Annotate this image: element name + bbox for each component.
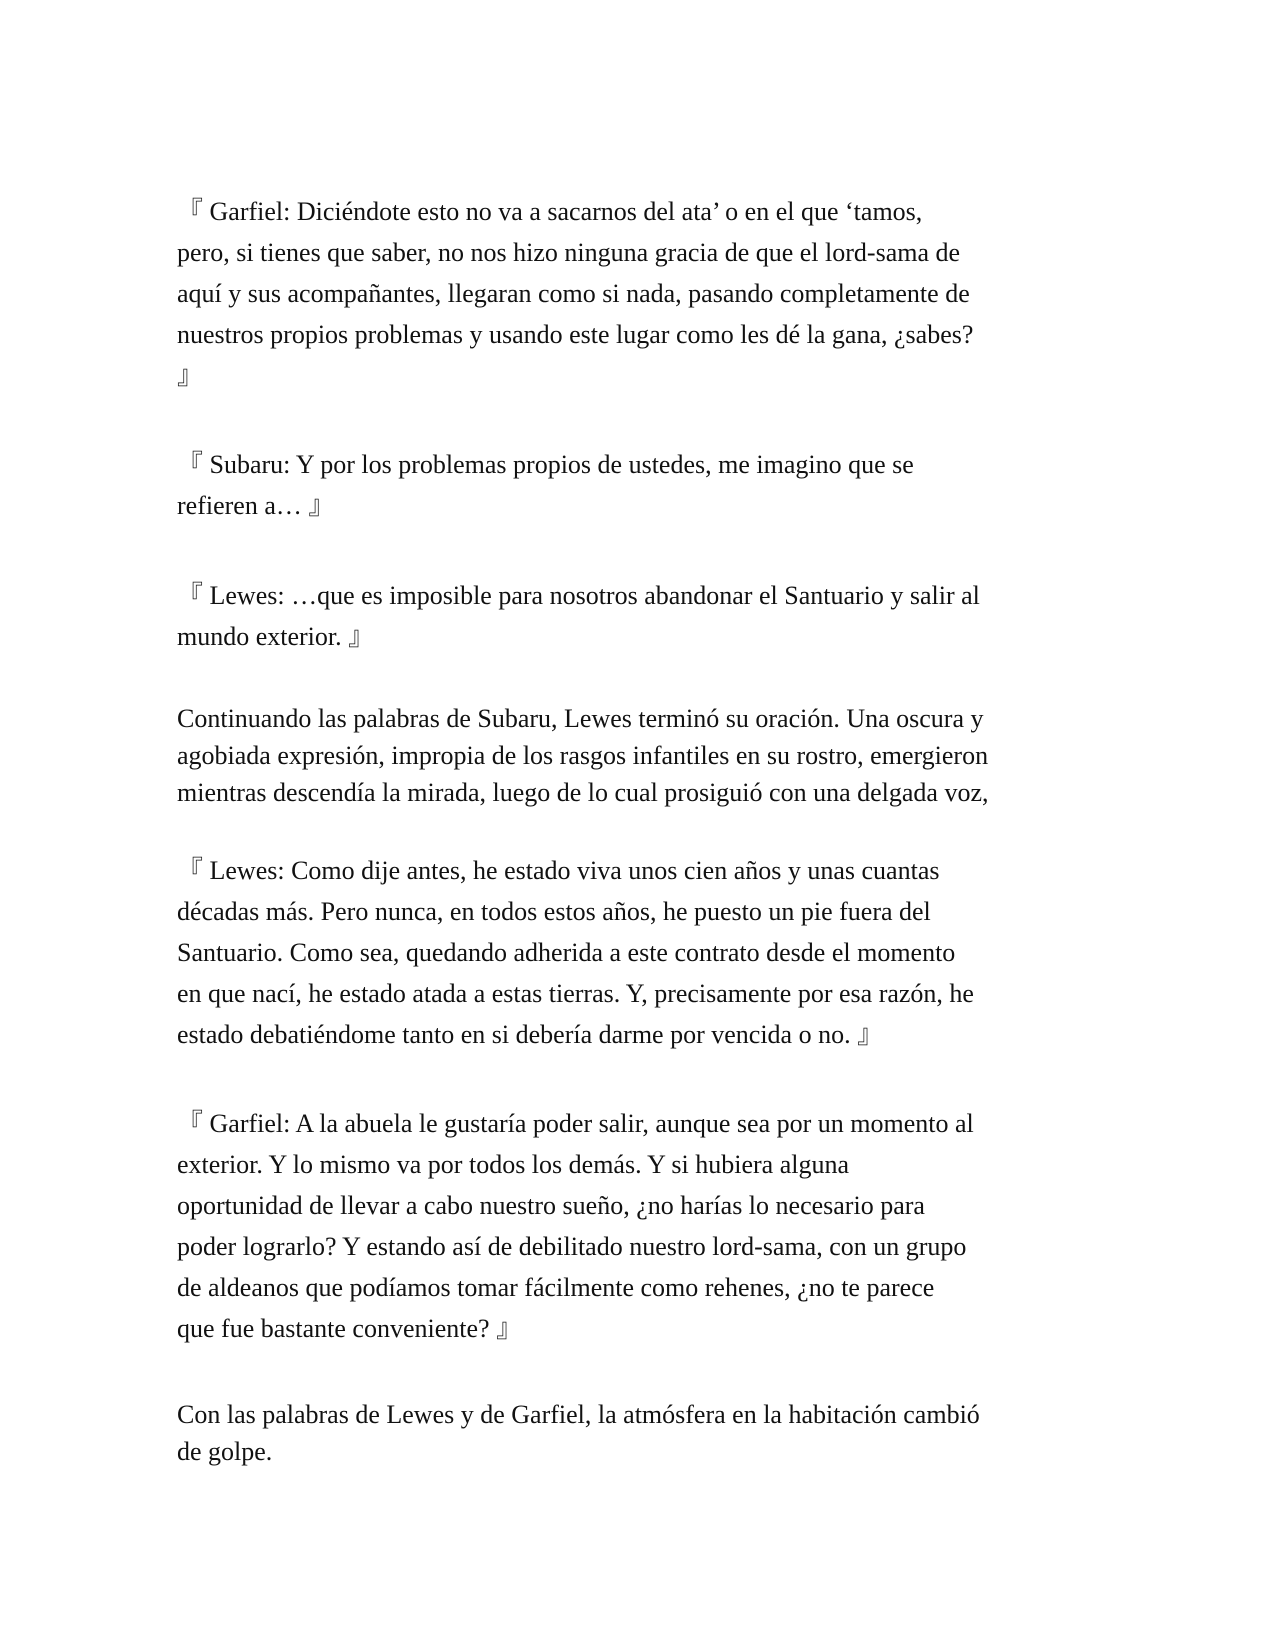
text-line: oportunidad de llevar a cabo nuestro sueño, ¿no harías lo necesario para xyxy=(177,1191,925,1220)
dialogue-garfiel-1 xyxy=(177,191,1097,396)
narration-2 xyxy=(177,1396,1097,1470)
text-line: mientras descendía la mirada, luego de lo cual prosiguió con una delgada voz, xyxy=(177,778,989,807)
text-line: 『 Lewes: Como dije antes, he estado viva unos cien años y unas cuantas xyxy=(177,856,940,885)
dialogue-garfiel-2 xyxy=(177,1103,1097,1349)
text-line: pero, si tienes que saber, no nos hizo ninguna gracia de que el lord-sama de xyxy=(177,238,961,267)
text-line: estado debatiéndome tanto en si debería darme por vencida o no. 』 xyxy=(177,1020,884,1049)
dialogue-lewes-2 xyxy=(177,850,1097,1055)
text-line: décadas más. Pero nunca, en todos estos años, he puesto un pie fuera del xyxy=(177,897,931,926)
text-line: de golpe. xyxy=(177,1437,273,1466)
text-line: 『 Lewes: …que es imposible para nosotros abandonar el Santuario y salir al xyxy=(177,581,980,610)
text-line: de aldeanos que podíamos tomar fácilmente como rehenes, ¿no te parece xyxy=(177,1273,935,1302)
text-line: 』 xyxy=(177,361,204,390)
text-line: 『 Garfiel: Diciéndote esto no va a sacarnos del ata’ o en el que ‘tamos, xyxy=(177,197,923,226)
dialogue-subaru xyxy=(177,444,1097,526)
text-line: nuestros propios problemas y usando este lugar como les dé la gana, ¿sabes? xyxy=(177,320,974,349)
text-line: en que nací, he estado atada a estas tierras. Y, precisamente por esa razón, he xyxy=(177,979,974,1008)
text-line: aquí y sus acompañantes, llegaran como si nada, pasando completamente de xyxy=(177,279,970,308)
text-line: 『 Subaru: Y por los problemas propios de ustedes, me imagino que se xyxy=(177,450,914,479)
text-line: 『 Garfiel: A la abuela le gustaría poder salir, aunque sea por un momento al xyxy=(177,1109,974,1138)
dialogue-lewes-1 xyxy=(177,575,1097,657)
text-line: Santuario. Como sea, quedando adherida a este contrato desde el momento xyxy=(177,938,956,967)
text-line: refieren a… 』 xyxy=(177,491,335,520)
text-line: agobiada expresión, impropia de los rasgos infantiles en su rostro, emergieron xyxy=(177,741,989,770)
text-line: poder lograrlo? Y estando así de debilitado nuestro lord-sama, con un grupo xyxy=(177,1232,967,1261)
text-line: que fue bastante conveniente? 』 xyxy=(177,1314,523,1343)
text-line: Continuando las palabras de Subaru, Lewes terminó su oración. Una oscura y xyxy=(177,704,984,733)
text-line: mundo exterior. 』 xyxy=(177,622,375,651)
narration-1 xyxy=(177,700,1097,811)
text-line: exterior. Y lo mismo va por todos los demás. Y si hubiera alguna xyxy=(177,1150,850,1179)
text-line: Con las palabras de Lewes y de Garfiel, la atmósfera en la habitación cambió xyxy=(177,1400,980,1429)
